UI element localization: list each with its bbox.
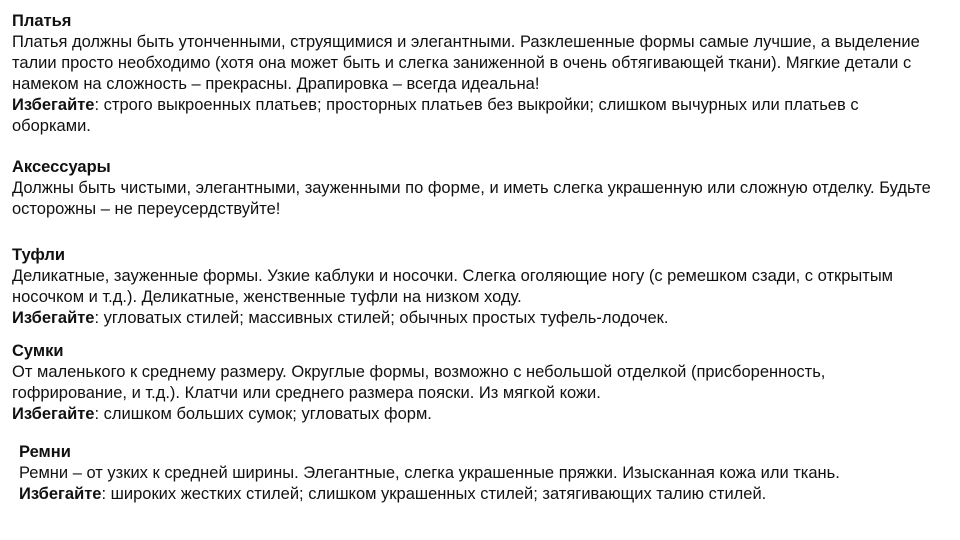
section-accessories (12, 157, 932, 220)
accessories-heading: Аксессуары (12, 158, 111, 176)
dresses-body: Платья должны быть утонченными, струящимися и элегантными. Разклешенные формы самые лучшие, а выделение талии просто необходимо (хотя она может быть и слегка заниженной в очень обтягивающей ткани). Мягкие детали с намеком на сложность – прекрасны. Драпировка – всегда идеальна! (12, 33, 920, 93)
bags-body: От маленького к среднему размеру. Округлые формы, возможно с небольшой отделкой (присборенность, гофрирование, и т.д.). Клатчи или среднего размера пояски. Из мягкой кожи. (12, 363, 826, 402)
belts-body: Ремни – от узких к средней ширины. Элегантные, слегка украшенные пряжки. Изысканная кожа или ткань. (19, 464, 840, 482)
section-dresses (12, 11, 932, 137)
section-belts (19, 442, 939, 505)
bags-heading: Сумки (12, 342, 64, 360)
section-bags (12, 341, 932, 425)
shoes-heading: Туфли (12, 246, 66, 264)
dresses-avoid-text: : строго выкроенных платьев; просторных платьев без выкройки; слишком вычурных или платьев с оборками. (12, 96, 859, 135)
belts-avoid-label: Избегайте (19, 485, 102, 503)
belts-heading: Ремни (19, 443, 71, 461)
shoes-body: Деликатные, зауженные формы. Узкие каблуки и носочки. Слегка оголяющие ногу (с ремешком сзади, с открытым носочком и т.д.). Деликатные, женственные туфли на низком ходу. (12, 267, 894, 306)
shoes-avoid-text: : угловатых стилей; массивных стилей; обычных простых туфель-лодочек. (94, 309, 669, 327)
shoes-avoid-label: Избегайте (12, 309, 95, 327)
bags-avoid (12, 404, 932, 425)
belts-avoid-text: : широких жестких стилей; слишком украшенных стилей; затягивающих талию стилей. (101, 485, 767, 503)
bags-avoid-text: : слишком больших сумок; угловатых форм. (94, 405, 432, 423)
shoes-avoid (12, 308, 932, 329)
dresses-heading: Платья (12, 12, 72, 30)
dresses-avoid-label: Избегайте (12, 96, 95, 114)
accessories-body: Должны быть чистыми, элегантными, зауженными по форме, и иметь слегка украшенную или сложную отделку. Будьте осторожны – не переусердствуйте! (12, 179, 931, 218)
section-shoes (12, 245, 932, 329)
bags-avoid-label: Избегайте (12, 405, 95, 423)
dresses-avoid (12, 95, 932, 137)
belts-avoid (19, 484, 939, 505)
